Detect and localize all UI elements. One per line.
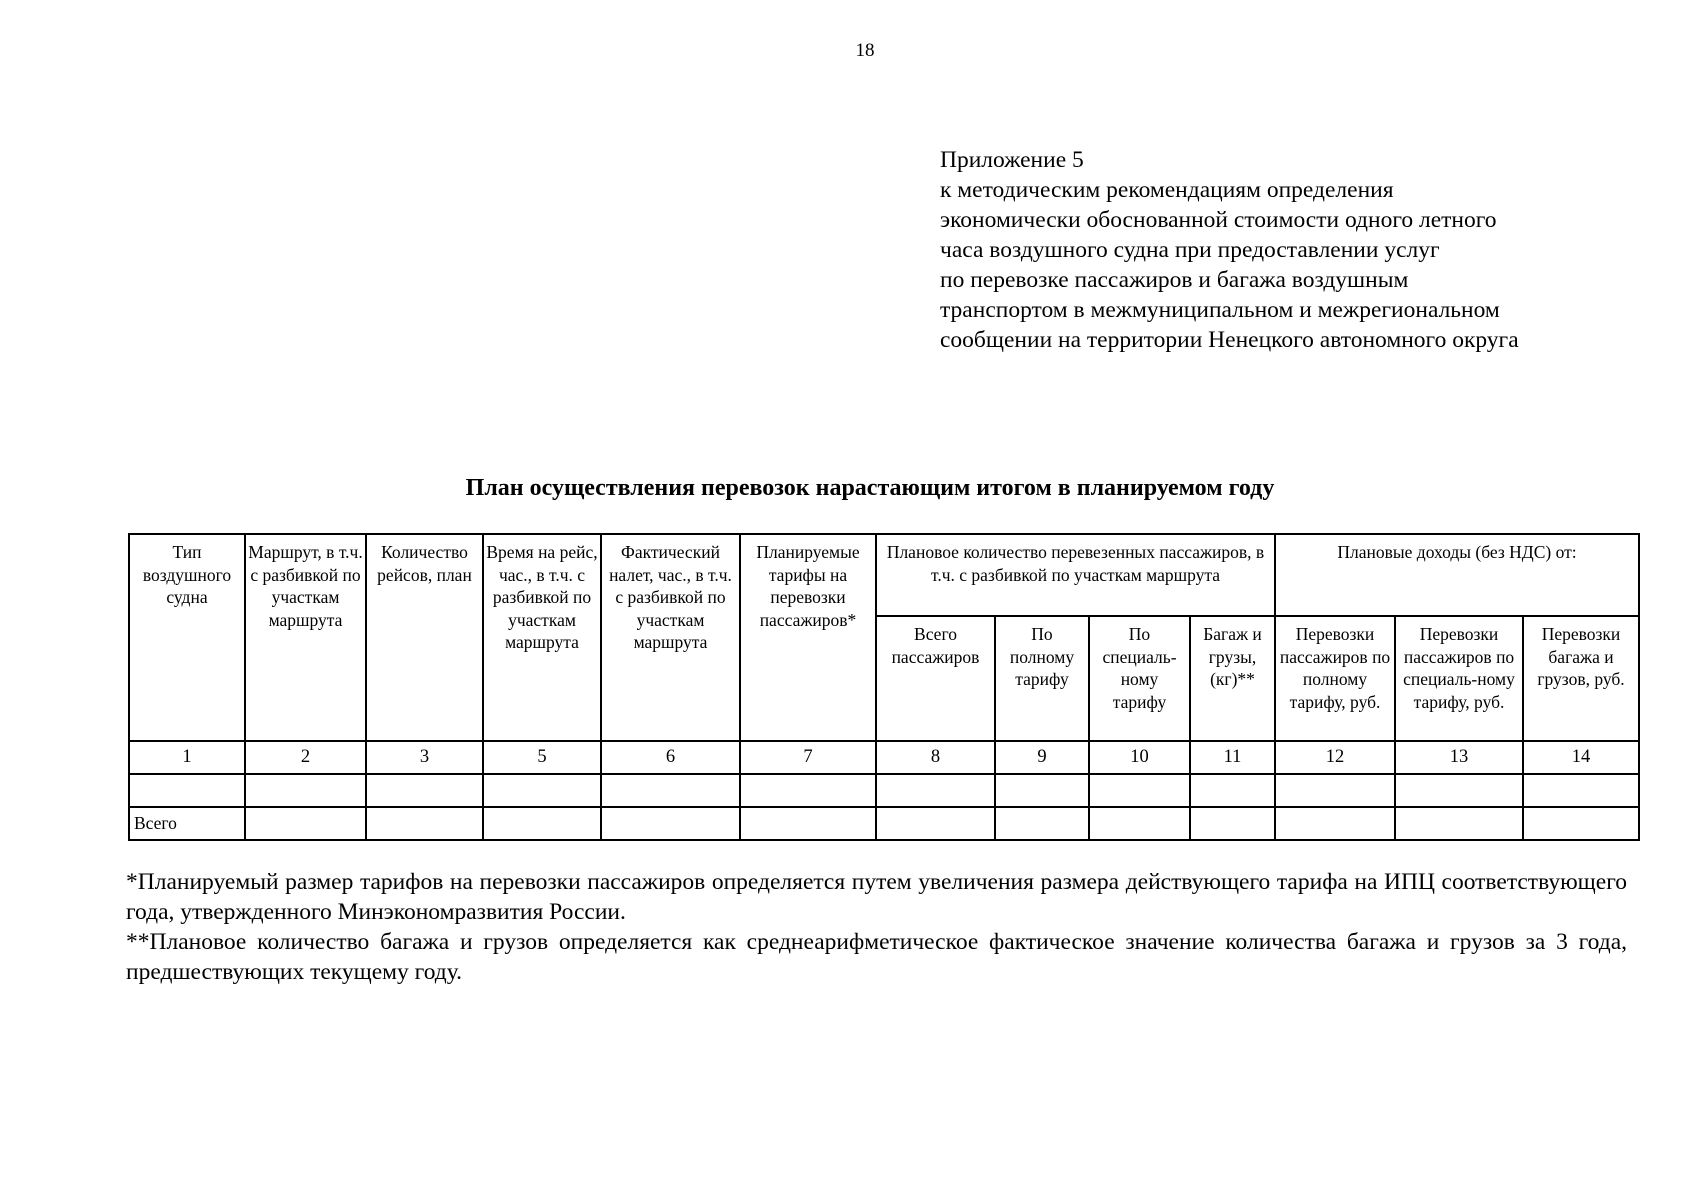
table-cell bbox=[1275, 774, 1395, 807]
table-cell bbox=[1395, 774, 1523, 807]
header-planned-tariffs: Планируемые тарифы на перевозки пассажиров* bbox=[740, 534, 876, 741]
total-row bbox=[129, 807, 1639, 840]
column-number: 5 bbox=[483, 741, 601, 774]
header-route: Маршрут, в т.ч. с разбивкой по участкам маршрута bbox=[245, 534, 366, 741]
table-cell bbox=[483, 807, 601, 840]
table-cell bbox=[1275, 807, 1395, 840]
table-cell bbox=[245, 807, 366, 840]
table-cell bbox=[1395, 807, 1523, 840]
table-cell bbox=[366, 807, 483, 840]
header-income-full: Перевозки пассажиров по полному тарифу, руб. bbox=[1275, 616, 1395, 741]
table-cell bbox=[1190, 774, 1275, 807]
table-cell bbox=[129, 774, 245, 807]
table-cell bbox=[1190, 807, 1275, 840]
column-number: 1 bbox=[129, 741, 245, 774]
empty-data-row bbox=[129, 774, 1639, 807]
header-income-special: Перевозки пассажиров по специаль-ному тарифу, руб. bbox=[1395, 616, 1523, 741]
column-number: 12 bbox=[1275, 741, 1395, 774]
appendix-line: сообщении на территории Ненецкого автономного округа bbox=[940, 327, 1519, 353]
footnote-tariffs: *Планируемый размер тарифов на перевозки пассажиров определяется путем увеличения размера действующего тарифа на ИПЦ соответствующего года, утвержденного Минэкономразвития России. bbox=[126, 869, 1627, 925]
appendix-header bbox=[940, 145, 1640, 355]
column-number: 14 bbox=[1523, 741, 1639, 774]
column-number: 3 bbox=[366, 741, 483, 774]
column-number: 2 bbox=[245, 741, 366, 774]
table-cell bbox=[601, 807, 740, 840]
table-cell bbox=[366, 774, 483, 807]
appendix-line: Приложение 5 bbox=[940, 147, 1084, 173]
appendix-line: по перевозке пассажиров и багажа воздушным bbox=[940, 267, 1409, 293]
column-number: 7 bbox=[740, 741, 876, 774]
header-time-per-flight: Время на рейс, час., в т.ч. с разбивкой по участкам маршрута bbox=[483, 534, 601, 741]
table-cell bbox=[740, 774, 876, 807]
table-cell bbox=[1089, 774, 1190, 807]
table-cell bbox=[1523, 774, 1639, 807]
table-cell bbox=[483, 774, 601, 807]
header-full-tariff: По полному тарифу bbox=[995, 616, 1089, 741]
document-title: План осуществления перевозок нарастающим итогом в планируемом году bbox=[465, 475, 1275, 501]
header-row bbox=[129, 534, 1639, 616]
header-passengers-group: Плановое количество перевезенных пассажиров, в т.ч. с разбивкой по участкам маршрута bbox=[876, 534, 1275, 616]
header-actual-hours: Фактический налет, час., в т.ч. с разбивкой по участкам маршрута bbox=[601, 534, 740, 741]
header-income-group: Плановые доходы (без НДС) от: bbox=[1275, 534, 1639, 616]
table-cell bbox=[995, 807, 1089, 840]
table-cell bbox=[1523, 807, 1639, 840]
header-income-baggage: Перевозки багажа и грузов, руб. bbox=[1523, 616, 1639, 741]
plan-table bbox=[128, 533, 1640, 841]
footnotes bbox=[126, 867, 1627, 987]
header-total-passengers: Всего пассажиров bbox=[876, 616, 995, 741]
appendix-line: к методическим рекомендациям определения bbox=[940, 177, 1394, 203]
column-number: 10 bbox=[1089, 741, 1190, 774]
column-number: 8 bbox=[876, 741, 995, 774]
header-baggage: Багаж и грузы, (кг)** bbox=[1190, 616, 1275, 741]
table-cell bbox=[245, 774, 366, 807]
table-cell bbox=[1089, 807, 1190, 840]
header-special-tariff: По специаль-ному тарифу bbox=[1089, 616, 1190, 741]
column-number: 9 bbox=[995, 741, 1089, 774]
table-cell bbox=[995, 774, 1089, 807]
table-cell bbox=[601, 774, 740, 807]
page-number: 18 bbox=[855, 40, 875, 61]
column-number-row bbox=[129, 741, 1639, 774]
appendix-line: транспортом в межмуниципальном и межрегиональном bbox=[940, 297, 1500, 323]
header-aircraft-type: Тип воздушного судна bbox=[129, 534, 245, 741]
column-number: 6 bbox=[601, 741, 740, 774]
table-cell bbox=[876, 774, 995, 807]
column-number: 11 bbox=[1190, 741, 1275, 774]
header-flights: Количество рейсов, план bbox=[366, 534, 483, 741]
column-number: 13 bbox=[1395, 741, 1523, 774]
appendix-line: экономически обоснованной стоимости одного летного bbox=[940, 207, 1497, 233]
appendix-line: часа воздушного судна при предоставлении услуг bbox=[940, 237, 1440, 263]
total-label: Всего bbox=[129, 807, 245, 840]
table-cell bbox=[876, 807, 995, 840]
table-cell bbox=[740, 807, 876, 840]
footnote-baggage: **Плановое количество багажа и грузов определяется как среднеарифметическое фактическое значение количества багажа и грузов за 3 года, предшествующих текущему году. bbox=[126, 929, 1627, 985]
